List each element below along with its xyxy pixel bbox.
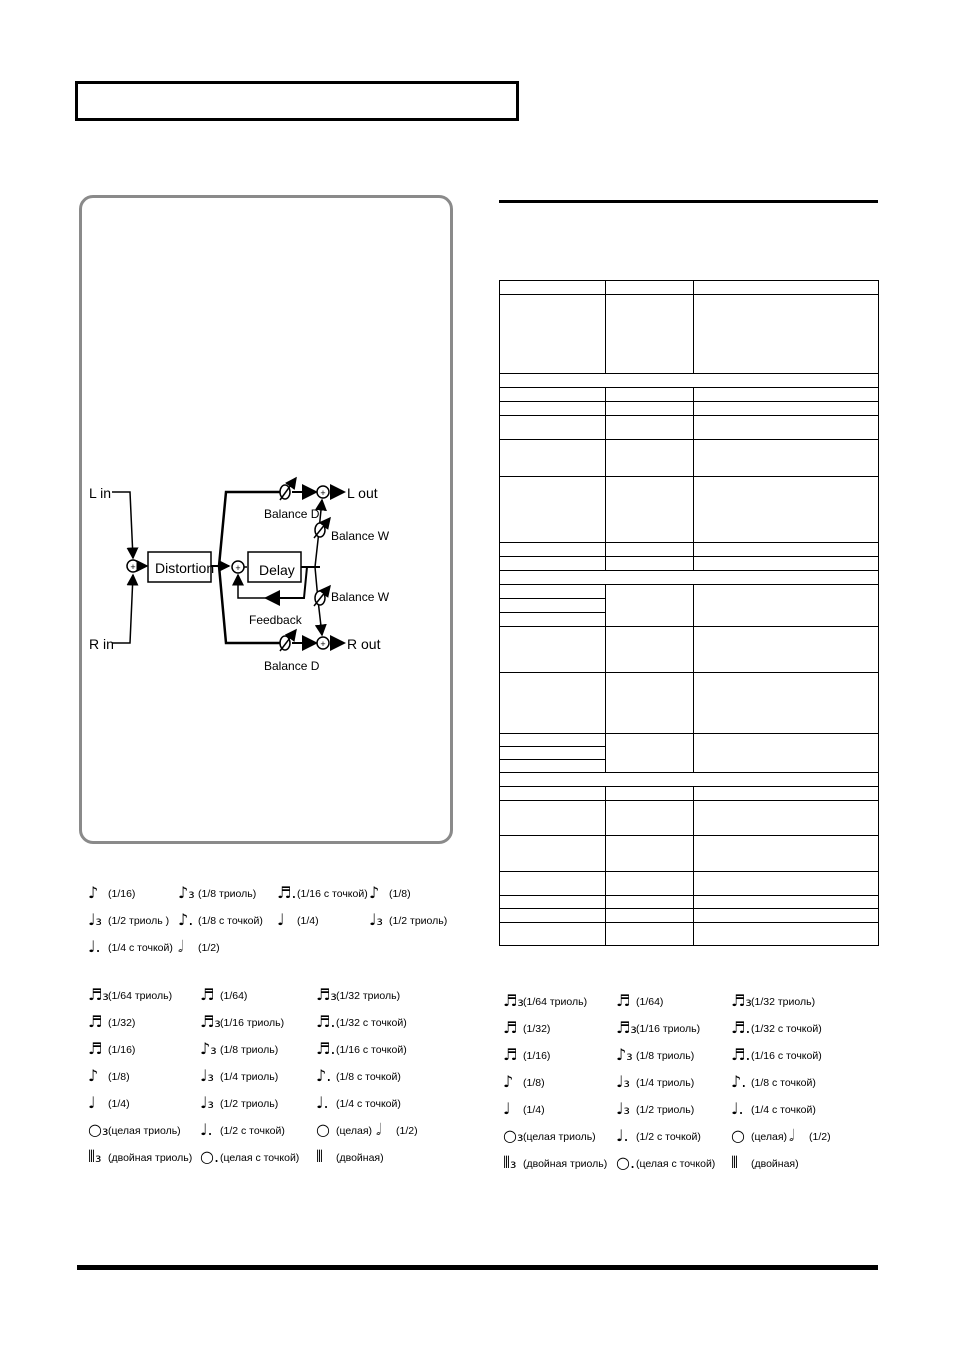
note-legend-label: (двойная) [751,1158,799,1170]
note-legend-label: (1/8 с точкой) [751,1077,816,1089]
note-legend-item [616,1155,715,1171]
note-legend-item [503,1020,550,1036]
eighth-note-icon: ♪ [369,883,380,902]
section-rule [499,200,878,203]
table-section-row [500,571,879,585]
table-row [500,734,879,747]
thirty-second-note-icon: ♬ [503,1018,518,1037]
dotted-eighth-note-icon: ♪. [731,1072,747,1091]
table-row [500,872,879,896]
note-legend-item [616,993,663,1009]
note-legend-label: (1/64 триоль) [523,996,588,1008]
note-legend-item [178,912,263,928]
note-legend-label: (целая триоль) [108,1125,181,1137]
note-legend-label: (1/64) [636,996,664,1008]
half-note-icon: 𝅗𝅥 [376,1120,382,1139]
note-legend-item [376,1122,418,1138]
note-legend-item [503,1074,545,1090]
svg-text:+: + [130,562,136,572]
double-whole-note-icon: ⦀ [316,1147,324,1166]
note-legend-label: (1/4 с точкой) [336,1098,401,1110]
note-legend-label: (двойная) [336,1152,384,1164]
sixteenth-note-icon: ♬ [503,1045,518,1064]
balance-w-top-label: Balance W [331,529,390,543]
note-legend-label: (1/32 с точкой) [336,1017,407,1029]
note-legend-item [200,1149,299,1165]
note-legend-item [88,1095,130,1111]
note-legend-item [88,1068,130,1084]
double-triplet-note-icon: ⦀₃ [88,1147,102,1166]
table-row [500,295,879,374]
half-triplet-note-icon: ♩₃ [200,1093,214,1112]
sixty-fourth-note-icon: ♬ [616,991,631,1010]
table-row [500,440,879,477]
quarter-note-icon: ♩ [88,1093,96,1112]
r-out-label: R out [347,636,381,652]
table-row [500,557,879,571]
double-triplet-note-icon: ⦀₃ [503,1153,517,1172]
note-legend-label: (1/4) [523,1104,545,1116]
note-legend-item [88,1122,181,1138]
note-legend-item [88,885,135,901]
note-legend-item [731,1047,822,1063]
note-legend-item [178,939,220,955]
note-legend-item [731,1155,799,1171]
sixteenth-triplet-note-icon: ♬₃ [200,1012,221,1031]
table-row [500,896,879,909]
delay-block-label: Delay [259,562,295,578]
signal-flow-diagram [85,470,395,680]
note-legend-label: (1/2 триоль ) [108,915,170,927]
note-legend-label: (1/8) [108,1071,130,1083]
note-legend-label: (целая триоль) [523,1131,596,1143]
thirty-second-triplet-note-icon: ♬₃ [316,985,337,1004]
dotted-whole-note-icon: ○. [200,1147,220,1166]
half-triplet-note-icon: ♩₃ [369,910,383,929]
whole-triplet-note-icon: ○₃ [503,1126,524,1145]
distortion-block-label: Distortion [155,560,215,576]
note-legend-label: (целая с точкой) [636,1158,716,1170]
note-legend-item [316,1122,372,1138]
table-header-row [500,281,879,295]
note-legend-label: (1/32 триоль) [336,990,401,1002]
table-section-row [500,773,879,787]
note-legend-item [503,993,587,1009]
note-legend-item [503,1128,596,1144]
eighth-triplet-note-icon: ♪₃ [616,1045,633,1064]
note-legend-label: (1/8 с точкой) [336,1071,401,1083]
note-legend-item [277,912,319,928]
sixteenth-triplet-note-icon: ♬₃ [616,1018,637,1037]
whole-note-icon: ○ [316,1120,330,1139]
dotted-quarter-note-icon: ♩. [731,1099,744,1118]
note-legend-item [200,1041,278,1057]
note-legend-label: (1/8 триоль) [636,1050,695,1062]
note-legend-label: (1/16 с точкой) [336,1044,407,1056]
table-row [500,909,879,923]
note-legend-item [316,1149,384,1165]
sixty-fourth-triplet-note-icon: ♬₃ [503,991,524,1010]
note-legend-label: (1/4 триоль) [220,1071,279,1083]
note-legend-item [503,1047,550,1063]
table-row [500,673,879,734]
dotted-eighth-note-icon: ♪. [178,910,194,929]
table-row [500,416,879,440]
note-legend-item [503,1101,545,1117]
half-note-icon: 𝅗𝅥 [178,937,184,956]
dotted-thirty-second-note-icon: ♬. [316,1012,336,1031]
sixty-fourth-triplet-note-icon: ♬₃ [88,985,109,1004]
dotted-eighth-note-icon: ♪. [316,1066,332,1085]
note-legend-item [616,1074,694,1090]
whole-triplet-note-icon: ○₃ [88,1120,109,1139]
thirty-second-note-icon: ♬ [88,1012,103,1031]
note-legend-item [200,987,247,1003]
whole-note-icon: ○ [731,1126,745,1145]
note-legend-item [200,1122,285,1138]
note-legend-label: (1/4 с точкой) [751,1104,816,1116]
table-row [500,585,879,599]
note-legend-item [88,939,173,955]
note-legend-item [316,1041,407,1057]
note-legend-label: (1/32) [523,1023,551,1035]
note-legend-item [789,1128,831,1144]
dotted-sixteenth-note-icon: ♬. [731,1045,751,1064]
dotted-sixteenth-note-icon: ♬. [316,1039,336,1058]
note-legend-label: (1/32) [108,1017,136,1029]
svg-text:+: + [235,563,241,573]
note-legend-item [316,1068,401,1084]
note-legend-label: (1/16 с точкой) [297,888,368,900]
note-legend-label: (целая с точкой) [220,1152,300,1164]
note-legend-item [731,1128,787,1144]
note-legend-item [277,885,368,901]
dotted-thirty-second-note-icon: ♬. [731,1018,751,1037]
note-legend-item [88,1041,135,1057]
note-legend-item [88,912,169,928]
section-header-box [75,81,519,121]
note-legend-label: (1/2 с точкой) [636,1131,701,1143]
note-legend-item [616,1128,701,1144]
half-triplet-note-icon: ♩₃ [88,910,102,929]
eighth-triplet-note-icon: ♪₃ [200,1039,217,1058]
table-row [500,923,879,946]
note-legend-label: (1/16 с точкой) [751,1050,822,1062]
note-legend-label: (1/8 с точкой) [198,915,263,927]
note-legend-item [731,1020,822,1036]
note-legend-label: (1/2 триоль) [636,1104,695,1116]
r-in-label: R in [89,636,114,652]
note-legend-label: (1/16) [108,888,136,900]
eighth-note-icon: ♪ [88,883,99,902]
half-triplet-note-icon: ♩₃ [616,1099,630,1118]
table-row [500,402,879,416]
note-legend-label: (1/32 триоль) [751,996,816,1008]
note-legend-item [200,1014,284,1030]
note-legend-label: (1/8) [389,888,411,900]
note-legend-item [369,885,411,901]
note-legend-label: (1/16 триоль) [220,1017,285,1029]
balance-d-top-label: Balance D [264,507,320,521]
note-legend-item [369,912,447,928]
note-legend-label: (1/16) [108,1044,136,1056]
page-footer-rule [77,1265,878,1270]
table-row [500,801,879,836]
thirty-second-triplet-note-icon: ♬₃ [731,991,752,1010]
note-legend-item [88,987,172,1003]
note-legend-item [316,987,400,1003]
note-legend-label: (1/2) [198,942,220,954]
eighth-triplet-note-icon: ♪₃ [178,883,195,902]
svg-text:+: + [320,488,326,498]
sixty-fourth-note-icon: ♬ [200,985,215,1004]
note-legend-item [616,1101,694,1117]
note-legend-label: (целая) [336,1125,373,1137]
note-legend-label: (1/64 триоль) [108,990,173,1002]
table-row [500,543,879,557]
dotted-whole-note-icon: ○. [616,1153,636,1172]
quarter-note-icon: ♩ [277,910,285,929]
note-legend-item [731,993,815,1009]
note-legend-item [88,1149,192,1165]
note-legend-label: (1/64) [220,990,248,1002]
table-row [500,836,879,872]
table-row [500,787,879,801]
note-legend-item [178,885,256,901]
dotted-half-note-icon: ♩. [200,1120,213,1139]
note-legend-label: (1/4 триоль) [636,1077,695,1089]
half-note-icon: 𝅗𝅥 [789,1126,795,1145]
table-row [500,388,879,402]
eighth-note-icon: ♪ [503,1072,514,1091]
note-legend-item [616,1047,694,1063]
l-out-label: L out [347,485,378,501]
note-legend-label: (двойная триоль) [108,1152,193,1164]
l-in-label: L in [89,485,112,501]
quarter-triplet-note-icon: ♩₃ [616,1072,630,1091]
note-legend-label: (1/2 триоль) [389,915,448,927]
balance-d-bottom-label: Balance D [264,659,320,673]
table-section-row [500,374,879,388]
balance-w-bottom-label: Balance W [331,590,390,604]
sixteenth-note-icon: ♬ [88,1039,103,1058]
table-row [500,627,879,673]
note-legend-item [316,1014,407,1030]
parameter-table [499,280,879,946]
dotted-sixteenth-note-icon: ♬. [277,883,297,902]
note-legend-item [88,1014,135,1030]
note-legend-label: (1/8 триоль) [198,888,257,900]
feedback-label: Feedback [249,613,302,627]
eighth-note-icon: ♪ [88,1066,99,1085]
note-legend-label: (1/8) [523,1077,545,1089]
quarter-note-icon: ♩ [503,1099,511,1118]
note-legend-item [503,1155,607,1171]
note-legend-label: (1/2 с точкой) [220,1125,285,1137]
note-legend-label: (1/16 триоль) [636,1023,701,1035]
note-legend-label: (1/4) [297,915,319,927]
dotted-quarter-note-icon: ♩. [316,1093,329,1112]
dotted-half-note-icon: ♩. [616,1126,629,1145]
note-legend-item [316,1095,401,1111]
note-legend-label: (1/4) [108,1098,130,1110]
svg-text:+: + [320,639,326,649]
dotted-quarter-note-icon: ♩. [88,937,101,956]
note-legend-label: (1/8 триоль) [220,1044,279,1056]
note-legend-label: (1/2) [809,1131,831,1143]
table-row [500,477,879,543]
note-legend-label: (1/4 с точкой) [108,942,173,954]
note-legend-label: (целая) [751,1131,788,1143]
note-legend-label: (1/2 триоль) [220,1098,279,1110]
note-legend-item [616,1020,700,1036]
note-legend-label: (1/16) [523,1050,551,1062]
note-legend-label: (1/2) [396,1125,418,1137]
note-legend-label: (двойная триоль) [523,1158,608,1170]
note-legend-label: (1/32 с точкой) [751,1023,822,1035]
note-legend-item [731,1074,816,1090]
double-whole-note-icon: ⦀ [731,1153,739,1172]
note-legend-item [731,1101,816,1117]
note-legend-item [200,1068,278,1084]
quarter-triplet-note-icon: ♩₃ [200,1066,214,1085]
note-legend-item [200,1095,278,1111]
